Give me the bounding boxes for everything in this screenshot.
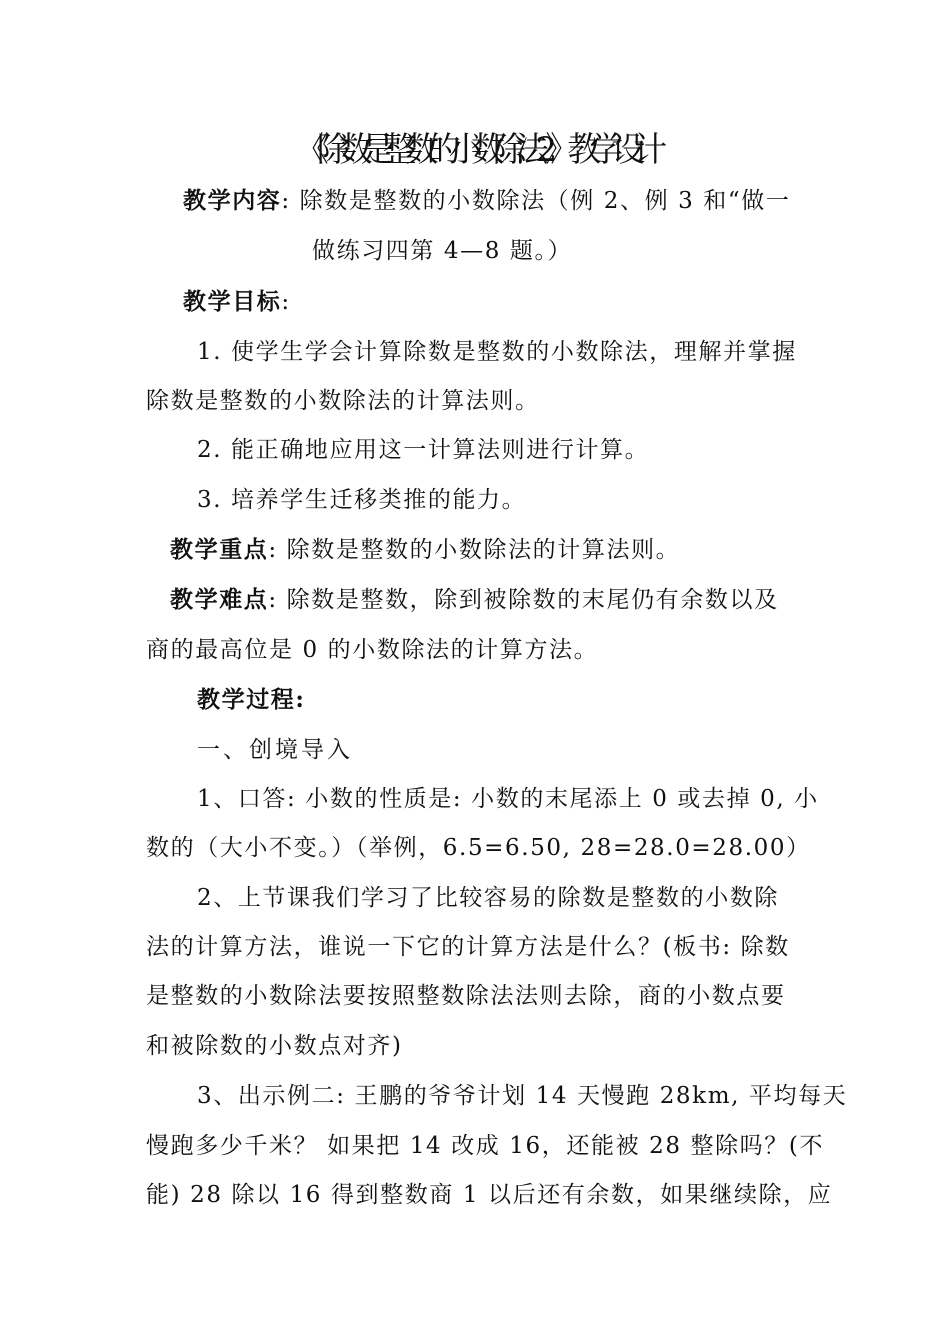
goal-item-3: 3. 培养学生迁移类推的能力。 <box>197 487 527 513</box>
paragraph-2-line-3: 是整数的小数除法要按照整数除法法则去除，商的小数点要 <box>146 983 786 1009</box>
section-1-heading: 一、创境导入 <box>197 737 353 763</box>
content-text-1: 除数是整数的小数除法（例 2、例 3 和“做一 <box>290 188 791 214</box>
goals-colon: : <box>281 289 291 315</box>
key-point-label: 教学重点 <box>170 536 269 563</box>
content-colon: : <box>281 188 291 214</box>
paragraph-3-line-1: 3、出示例二: 王鹏的爷爷计划 14 天慢跑 28km, 平均每天 <box>197 1083 848 1109</box>
difficulty-line-1 <box>170 583 779 617</box>
goal-item-2: 2. 能正确地应用这一计算法则进行计算。 <box>197 437 650 463</box>
paragraph-3-line-3: 能) 28 除以 16 得到整数商 1 以后还有余数，如果继续除，应 <box>146 1182 833 1208</box>
difficulty-line-2: 商的最高位是 0 的小数除法的计算方法。 <box>146 637 599 663</box>
paragraph-1-line-2: 数的（大小不变。）（举例，6.5=6.50, 28=28.0=28.00） <box>146 835 811 861</box>
key-point-line <box>170 533 680 567</box>
key-point-text: : 除数是整数的小数除法的计算法则。 <box>268 537 681 563</box>
goal-item-1-line-1: 1. 使学生学会计算除数是整数的小数除法，理解并掌握 <box>197 339 797 365</box>
process-heading: 教学过程: <box>197 686 306 713</box>
content-line-1 <box>183 184 790 218</box>
paragraph-1-line-1: 1、口答: 小数的性质是: 小数的末尾添上 0 或去掉 0, 小 <box>197 786 819 812</box>
paragraph-3-line-2: 慢跑多少千米？ 如果把 14 改成 16，还能被 28 整除吗？(不 <box>146 1133 825 1159</box>
document-title: 《除数是整数的小数除法 2》教学设计 <box>294 130 656 170</box>
goals-heading <box>183 285 291 319</box>
difficulty-label: 教学难点 <box>170 586 269 613</box>
content-label: 教学内容 <box>183 187 282 214</box>
goals-label: 教学目标 <box>183 288 282 315</box>
content-line-2: 做练习四第 4—8 题。） <box>312 238 573 264</box>
paragraph-2-line-4: 和被除数的小数点对齐) <box>146 1033 403 1059</box>
goal-item-1-line-2: 除数是整数的小数除法的计算法则。 <box>146 388 540 414</box>
paragraph-2-line-1: 2、上节课我们学习了比较容易的除数是整数的小数除 <box>197 885 780 911</box>
difficulty-text-1: : 除数是整数，除到被除数的末尾仍有余数以及 <box>268 587 779 613</box>
paragraph-2-line-2: 法的计算方法，谁说一下它的计算方法是什么？(板书: 除数 <box>146 934 790 960</box>
